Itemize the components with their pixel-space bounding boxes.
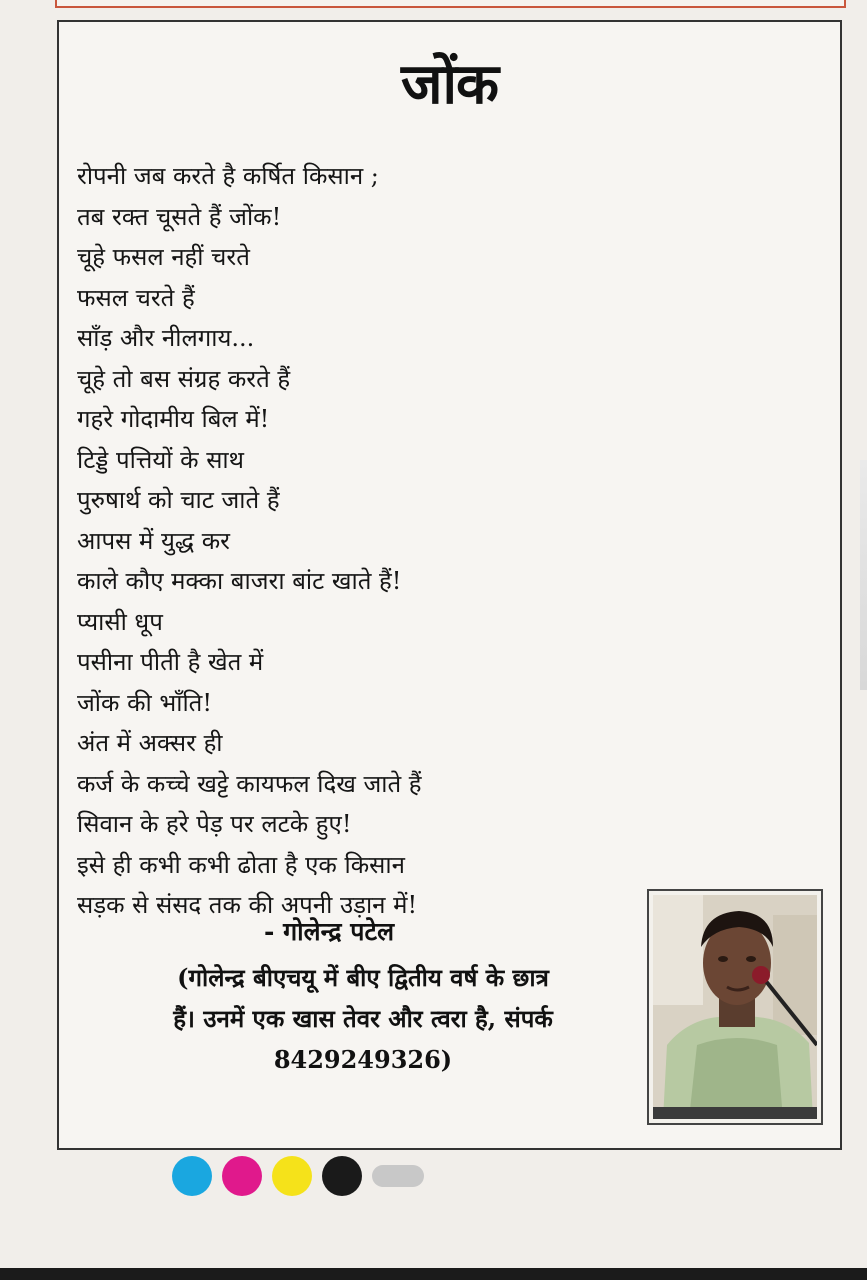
poem-line: पसीना पीती है खेत में [77,648,264,676]
black-registration-dot [322,1156,362,1196]
previous-article-border [55,0,846,8]
author-photo [647,889,823,1125]
poem-line: काले कौए मक्का बाजरा बांट खाते हैं! [77,567,402,595]
poem-line: फसल चरते हैं [77,283,195,312]
poem-line: रोपनी जब करते है कर्षित किसान ; [77,162,379,190]
poem-line: आपस में युद्ध कर [77,526,230,555]
poem-line: सिवान के हरे पेड़ पर लटके हुए! [77,810,352,838]
poem-line: तब रक्त चूसते हैं जोंक! [77,202,282,231]
poem-line: गहरे गोदामीय बिल में! [77,405,270,433]
print-registration-marks [172,1156,424,1196]
magenta-registration-dot [222,1156,262,1196]
poem-line: चूहे तो बस संग्रह करते हैं [77,364,291,393]
author-bio [83,957,643,1080]
gray-registration-pill [372,1165,424,1187]
poem-body [77,156,637,926]
poem-line: सड़क से संसद तक की अपनी उड़ान में! [77,891,418,919]
poem-line: पुरुषार्थ को चाट जाते हैं [77,486,280,514]
poem-line: इसे ही कभी कभी ढोता है एक किसान [77,850,405,879]
newspaper-clipping [57,20,842,1150]
adjacent-page-edge [860,460,867,690]
poem-title: जोंक [400,52,499,117]
poem-line: प्यासी धूप [77,607,163,636]
author-credit: - गोलेन्द्र पटेल [264,917,395,946]
yellow-registration-dot [272,1156,312,1196]
poem-line: अंत में अक्सर ही [77,729,223,757]
poem-line: चूहे फसल नहीं चरते [77,243,250,271]
screen-bottom-bar [0,1268,867,1280]
cyan-registration-dot [172,1156,212,1196]
poem-line: कर्ज के कच्चे खट्टे कायफल दिख जाते हैं [77,769,422,798]
bio-line: (गोलेन्द्र बीएचयू में बीए द्वितीय वर्ष के छात्र [177,963,549,992]
bio-line: 8429249326) [273,1045,453,1074]
author-photo-image [653,895,817,1119]
poem-line: टिड्डे पत्तियों के साथ [77,445,244,474]
poem-line: साँड़ और नीलगाय... [77,324,255,352]
poem-line: जोंक की भाँति! [77,688,212,717]
bio-line: हैं। उनमें एक खास तेवर और त्वरा है, संपर्क [173,1004,553,1033]
